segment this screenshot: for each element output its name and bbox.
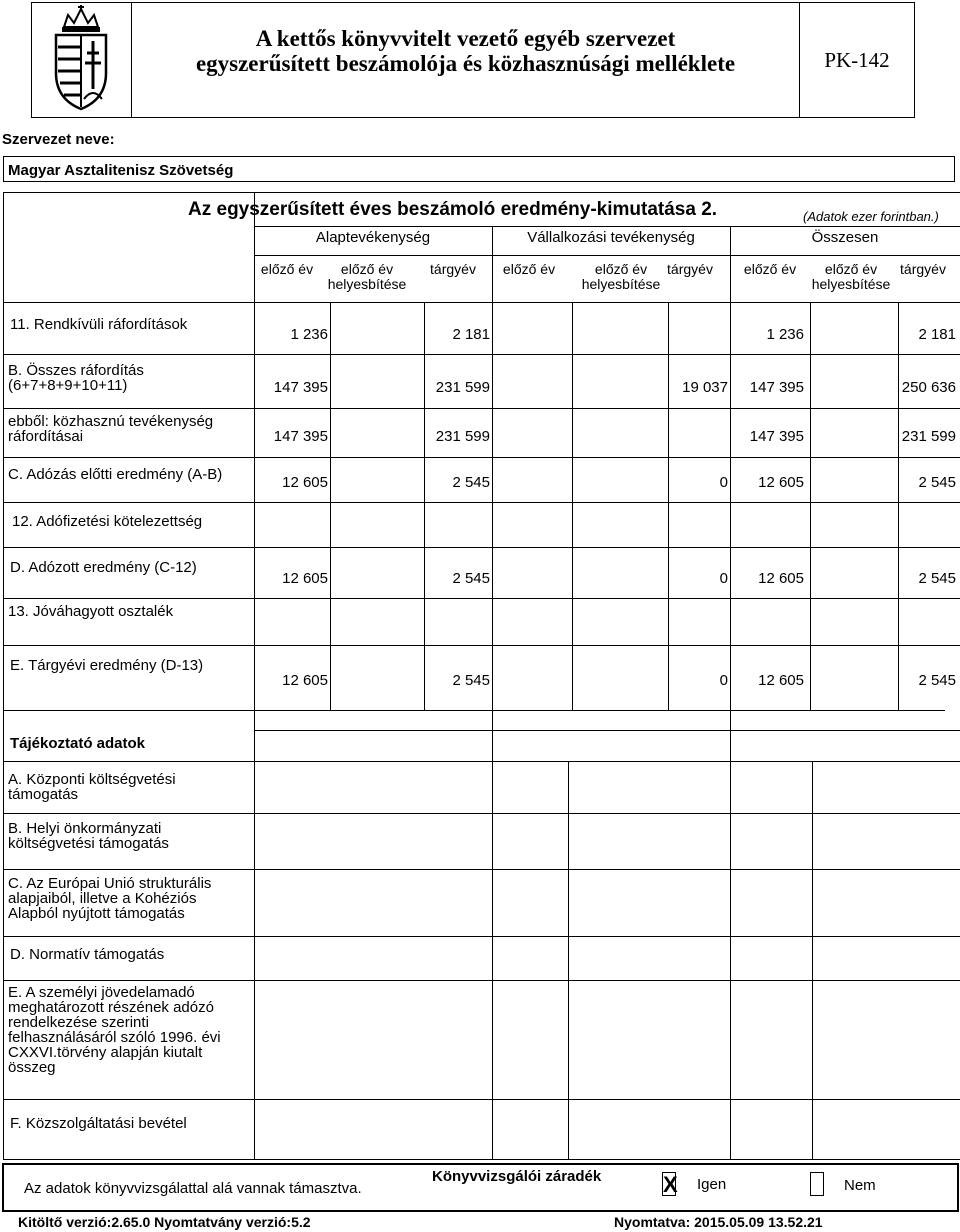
value-cell[interactable]: 12 605 [282, 672, 328, 689]
info-row-label: B. Helyi önkormányzati költségvetési támogatás [8, 820, 169, 852]
yes-label: Igen [697, 1176, 727, 1193]
value-cell[interactable]: 1 236 [766, 326, 804, 343]
group-header-total: Összesen [811, 229, 879, 246]
value-cell[interactable]: 0 [719, 672, 728, 689]
info-section-title: Tájékoztató adatok [10, 735, 146, 752]
col-header-cur: tárgyév [430, 261, 476, 277]
value-cell[interactable]: 12 605 [758, 672, 804, 689]
value-cell[interactable]: 12 605 [282, 570, 328, 587]
form-code: PK-142 [824, 48, 890, 72]
row-label-public-benefit-expenses: ebből: közhasznú tevékenység ráfordításai [8, 413, 214, 445]
no-label: Nem [844, 1177, 876, 1194]
col-header-adj: előző év helyesbítése [327, 261, 407, 292]
value-cell[interactable]: 12 605 [758, 570, 804, 587]
value-cell[interactable]: 2 181 [918, 326, 956, 343]
row-label-total-expenses: B. Összes ráfordítás (6+7+8+9+10+11) [8, 362, 144, 394]
value-cell[interactable]: 1 236 [290, 326, 328, 343]
value-cell[interactable]: 231 599 [901, 428, 956, 445]
row-label-approved-dividend: 13. Jóváhagyott osztalék [8, 603, 174, 620]
value-cell[interactable]: 250 636 [901, 379, 956, 396]
col-header-prev: előző év [743, 261, 797, 277]
value-cell[interactable]: 147 395 [273, 428, 328, 445]
unit-note: (Adatok ezer forintban.) [803, 209, 939, 224]
value-cell[interactable]: 0 [719, 474, 728, 491]
info-row-label: C. Az Európai Unió strukturális alapjaiból, illetve a Kohéziós Alapból nyújtott támogatás [8, 875, 212, 922]
row-label-after-tax-result: D. Adózott eredmény (C-12) [10, 559, 197, 576]
value-cell[interactable]: 12 605 [758, 474, 804, 491]
col-header-prev: előző év [502, 261, 556, 277]
row-label-current-year-result: E. Tárgyévi eredmény (D-13) [10, 657, 204, 674]
value-cell[interactable]: 2 545 [452, 570, 490, 587]
value-cell[interactable]: 2 545 [918, 474, 956, 491]
value-cell[interactable]: 2 545 [452, 672, 490, 689]
row-label-tax-liability: 12. Adófizetési kötelezettség [12, 513, 203, 530]
checkbox-x-icon: X [663, 1172, 678, 1197]
value-cell[interactable]: 231 599 [435, 428, 490, 445]
row-label-pretax-result: C. Adózás előtti eredmény (A-B) [8, 466, 223, 483]
info-row-label: F. Közszolgáltatási bevétel [10, 1115, 187, 1132]
info-row-label: D. Normatív támogatás [10, 946, 165, 963]
col-header-cur: tárgyév [667, 261, 713, 277]
form-title-line2: egyszerűsített beszámolója és közhasznúsági melléklete [195, 51, 736, 76]
statement-title: Az egyszerűsített éves beszámoló eredmény-kimutatása 2. [188, 199, 718, 220]
value-cell[interactable]: 19 037 [682, 379, 728, 396]
value-cell[interactable]: 2 181 [452, 326, 490, 343]
value-cell[interactable]: 12 605 [282, 474, 328, 491]
value-cell[interactable]: 231 599 [435, 379, 490, 396]
form-title [132, 26, 799, 76]
no-checkbox[interactable] [810, 1172, 824, 1196]
footer-version: Kitöltő verzió:2.65.0 Nyomtatvány verzió:5.2 [18, 1214, 311, 1230]
group-header-basic: Alaptevékenység [315, 229, 431, 246]
audit-title: Könyvvizsgálói záradék [432, 1168, 602, 1185]
value-cell[interactable]: 147 395 [273, 379, 328, 396]
org-name-label: Szervezet neve: [2, 131, 115, 148]
footer-printed: Nyomtatva: 2015.05.09 13.52.21 [614, 1214, 823, 1230]
value-cell[interactable]: 147 395 [749, 428, 804, 445]
col-header-adj: előző év helyesbítése [581, 261, 661, 292]
col-header-cur: tárgyév [900, 261, 946, 277]
value-cell[interactable]: 147 395 [749, 379, 804, 396]
group-header-business: Vállalkozási tevékenység [527, 229, 695, 246]
value-cell[interactable]: 2 545 [452, 474, 490, 491]
form-title-line1: A kettős könyvvitelt vezető egyéb szervezet [255, 26, 676, 51]
org-name-value: Magyar Asztalitenisz Szövetség [8, 162, 234, 179]
value-cell[interactable]: 0 [719, 570, 728, 587]
row-label-extraordinary-expenses: 11. Rendkívüli ráfordítások [10, 316, 188, 333]
value-cell[interactable]: 2 545 [918, 672, 956, 689]
yes-checkbox[interactable] [662, 1172, 676, 1196]
info-row-label: E. A személyi jövedelamadó meghatározott részének adózó rendelkezése szerinti felhasználásáról szóló 1996. évi CXXVI.törvény alapján kiutalt összeg [8, 984, 221, 1076]
coat-of-arms-icon [32, 3, 131, 117]
value-cell[interactable]: 2 545 [918, 570, 956, 587]
audit-statement: Az adatok könyvvizsgálattal alá vannak támasztva. [24, 1180, 362, 1197]
header-logo-box [31, 2, 132, 118]
info-row-label: A. Központi költségvetési támogatás [8, 771, 176, 803]
col-header-prev: előző év [260, 261, 314, 277]
col-header-adj: előző év helyesbítése [811, 261, 891, 292]
